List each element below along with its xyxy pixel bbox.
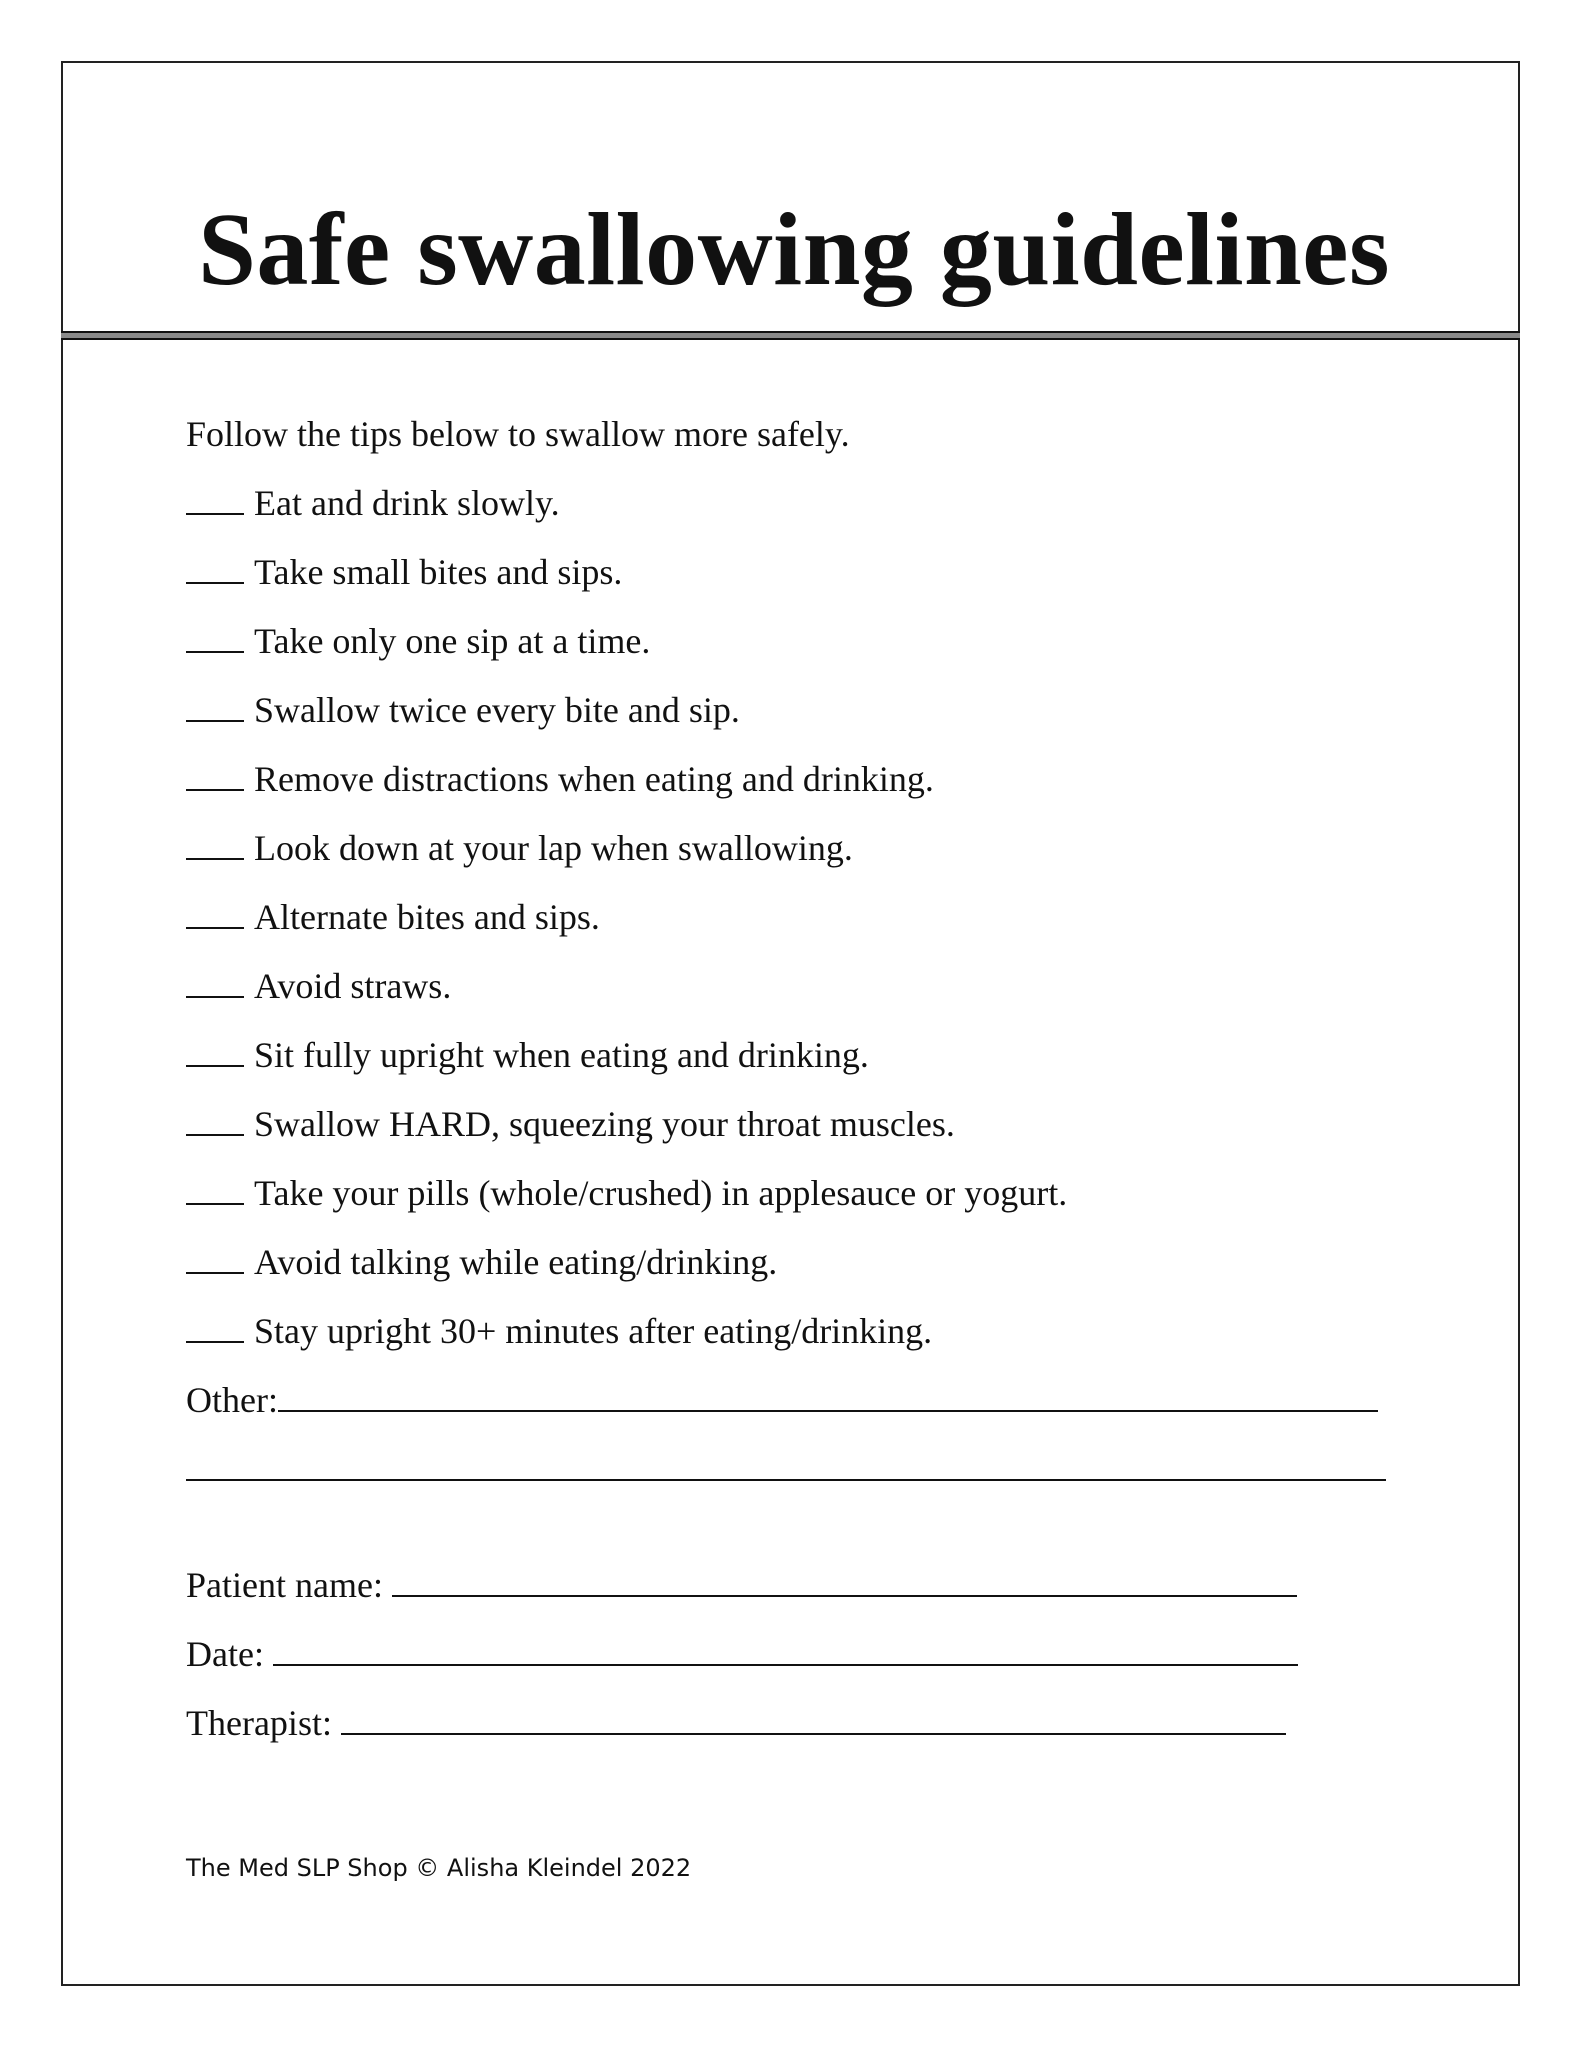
copyright-footer: The Med SLP Shop © Alisha Kleindel 2022 <box>186 1854 692 1882</box>
tip-item <box>186 883 1406 952</box>
tip-item <box>186 1159 1406 1228</box>
date-label: Date: <box>186 1634 264 1674</box>
tip-item <box>186 607 1406 676</box>
spacer <box>186 1504 1406 1551</box>
tip-checkbox-blank[interactable] <box>186 1173 244 1205</box>
tip-item <box>186 1228 1406 1297</box>
other-row <box>186 1366 1406 1435</box>
other-label: Other: <box>186 1380 278 1420</box>
tip-text: Avoid straws. <box>254 966 452 1006</box>
tip-checkbox-blank[interactable] <box>186 759 244 791</box>
date-field[interactable] <box>273 1634 1298 1666</box>
tip-text: Eat and drink slowly. <box>254 483 560 523</box>
tip-item <box>186 676 1406 745</box>
patient-name-field[interactable] <box>392 1565 1297 1597</box>
tip-checkbox-blank[interactable] <box>186 1104 244 1136</box>
tip-text: Stay upright 30+ minutes after eating/drinking. <box>254 1311 933 1351</box>
intro-text: Follow the tips below to swallow more safely. <box>186 414 850 454</box>
tip-item <box>186 1021 1406 1090</box>
therapist-row <box>186 1689 1406 1758</box>
therapist-field[interactable] <box>341 1703 1286 1735</box>
tip-checkbox-blank[interactable] <box>186 966 244 998</box>
tip-checkbox-blank[interactable] <box>186 483 244 515</box>
tip-text: Swallow twice every bite and sip. <box>254 690 740 730</box>
other-continuation-row <box>186 1435 1406 1504</box>
tip-text: Alternate bites and sips. <box>254 897 600 937</box>
tip-item <box>186 745 1406 814</box>
tip-checkbox-blank[interactable] <box>186 1242 244 1274</box>
tip-checkbox-blank[interactable] <box>186 552 244 584</box>
tip-item <box>186 952 1406 1021</box>
tip-checkbox-blank[interactable] <box>186 1311 244 1343</box>
therapist-label: Therapist: <box>186 1703 332 1743</box>
tip-checkbox-blank[interactable] <box>186 828 244 860</box>
tip-text: Take your pills (whole/crushed) in applesauce or yogurt. <box>254 1173 1068 1213</box>
tip-item <box>186 1090 1406 1159</box>
guidelines-content <box>186 400 1406 1758</box>
tip-checkbox-blank[interactable] <box>186 621 244 653</box>
tip-text: Swallow HARD, squeezing your throat muscles. <box>254 1104 955 1144</box>
patient-name-label: Patient name: <box>186 1565 383 1605</box>
tip-text: Sit fully upright when eating and drinking. <box>254 1035 869 1075</box>
tip-text: Remove distractions when eating and drinking. <box>254 759 934 799</box>
tip-text: Avoid talking while eating/drinking. <box>254 1242 778 1282</box>
other-field-continuation[interactable] <box>186 1449 1386 1481</box>
other-field[interactable] <box>278 1380 1378 1412</box>
patient-name-row <box>186 1551 1406 1620</box>
title-divider <box>61 331 1520 340</box>
tip-item <box>186 1297 1406 1366</box>
tip-item <box>186 538 1406 607</box>
tip-item <box>186 814 1406 883</box>
tip-checkbox-blank[interactable] <box>186 690 244 722</box>
date-row <box>186 1620 1406 1689</box>
tip-item <box>186 469 1406 538</box>
tip-checkbox-blank[interactable] <box>186 1035 244 1067</box>
tip-text: Look down at your lap when swallowing. <box>254 828 853 868</box>
page-title: Safe swallowing guidelines <box>198 192 1390 307</box>
tip-text: Take only one sip at a time. <box>254 621 651 661</box>
tip-checkbox-blank[interactable] <box>186 897 244 929</box>
tip-text: Take small bites and sips. <box>254 552 623 592</box>
